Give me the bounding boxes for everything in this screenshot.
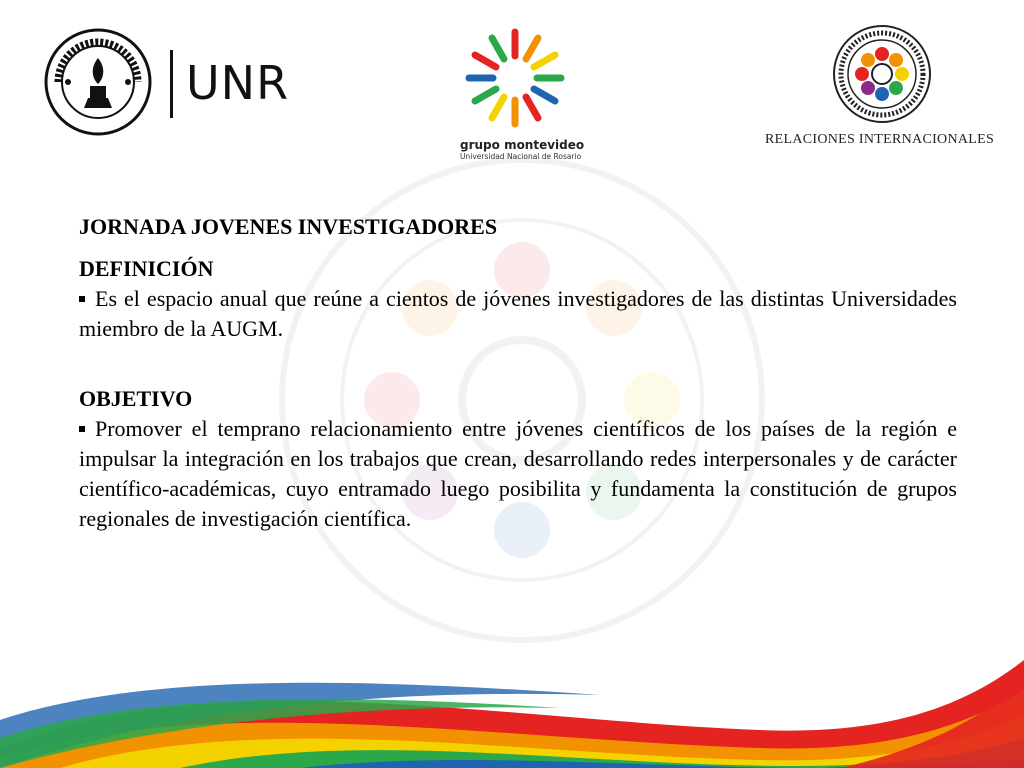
objetivo-heading: OBJETIVO xyxy=(79,386,193,411)
unr-seal-icon xyxy=(44,28,152,136)
definicion-text: Es el espacio anual que reúne a cientos de jóvenes investigadores de las distintas Universidades miembro de la AUGM. xyxy=(79,286,957,341)
unr-divider xyxy=(170,50,173,118)
grupo-montevideo-emblem-icon xyxy=(450,22,580,134)
rainbow-wave-decoration xyxy=(0,600,1024,768)
objetivo-text: Promover el temprano relacionamiento entre jóvenes científicos de los países de la región e impulsar la integración en los trabajos que crean, desarrollando redes interpersonales y de carácter científico-académicas, cuyo entramado luego posibilita y fundamenta la constitución de grupos regionales de investigación científica. xyxy=(79,416,957,531)
main-content xyxy=(79,212,957,534)
unr-wordmark: UNR xyxy=(186,56,290,110)
definicion-heading: DEFINICIÓN xyxy=(79,256,214,281)
unr-logo xyxy=(44,28,304,138)
bullet-icon xyxy=(79,296,85,302)
grupo-montevideo-title: grupo montevideo xyxy=(460,138,585,152)
relaciones-internacionales-logo xyxy=(760,24,1000,154)
page-title: JORNADA JOVENES INVESTIGADORES xyxy=(79,214,498,239)
objetivo-paragraph xyxy=(79,414,957,534)
bullet-icon xyxy=(79,426,85,432)
relaciones-internacionales-label: RELACIONES INTERNACIONALES xyxy=(765,132,995,147)
grupo-montevideo-subtitle: Universidad Nacional de Rosario xyxy=(460,152,582,161)
relaciones-seal-icon xyxy=(832,24,932,124)
definicion-paragraph xyxy=(79,284,957,344)
grupo-montevideo-logo xyxy=(450,22,585,172)
